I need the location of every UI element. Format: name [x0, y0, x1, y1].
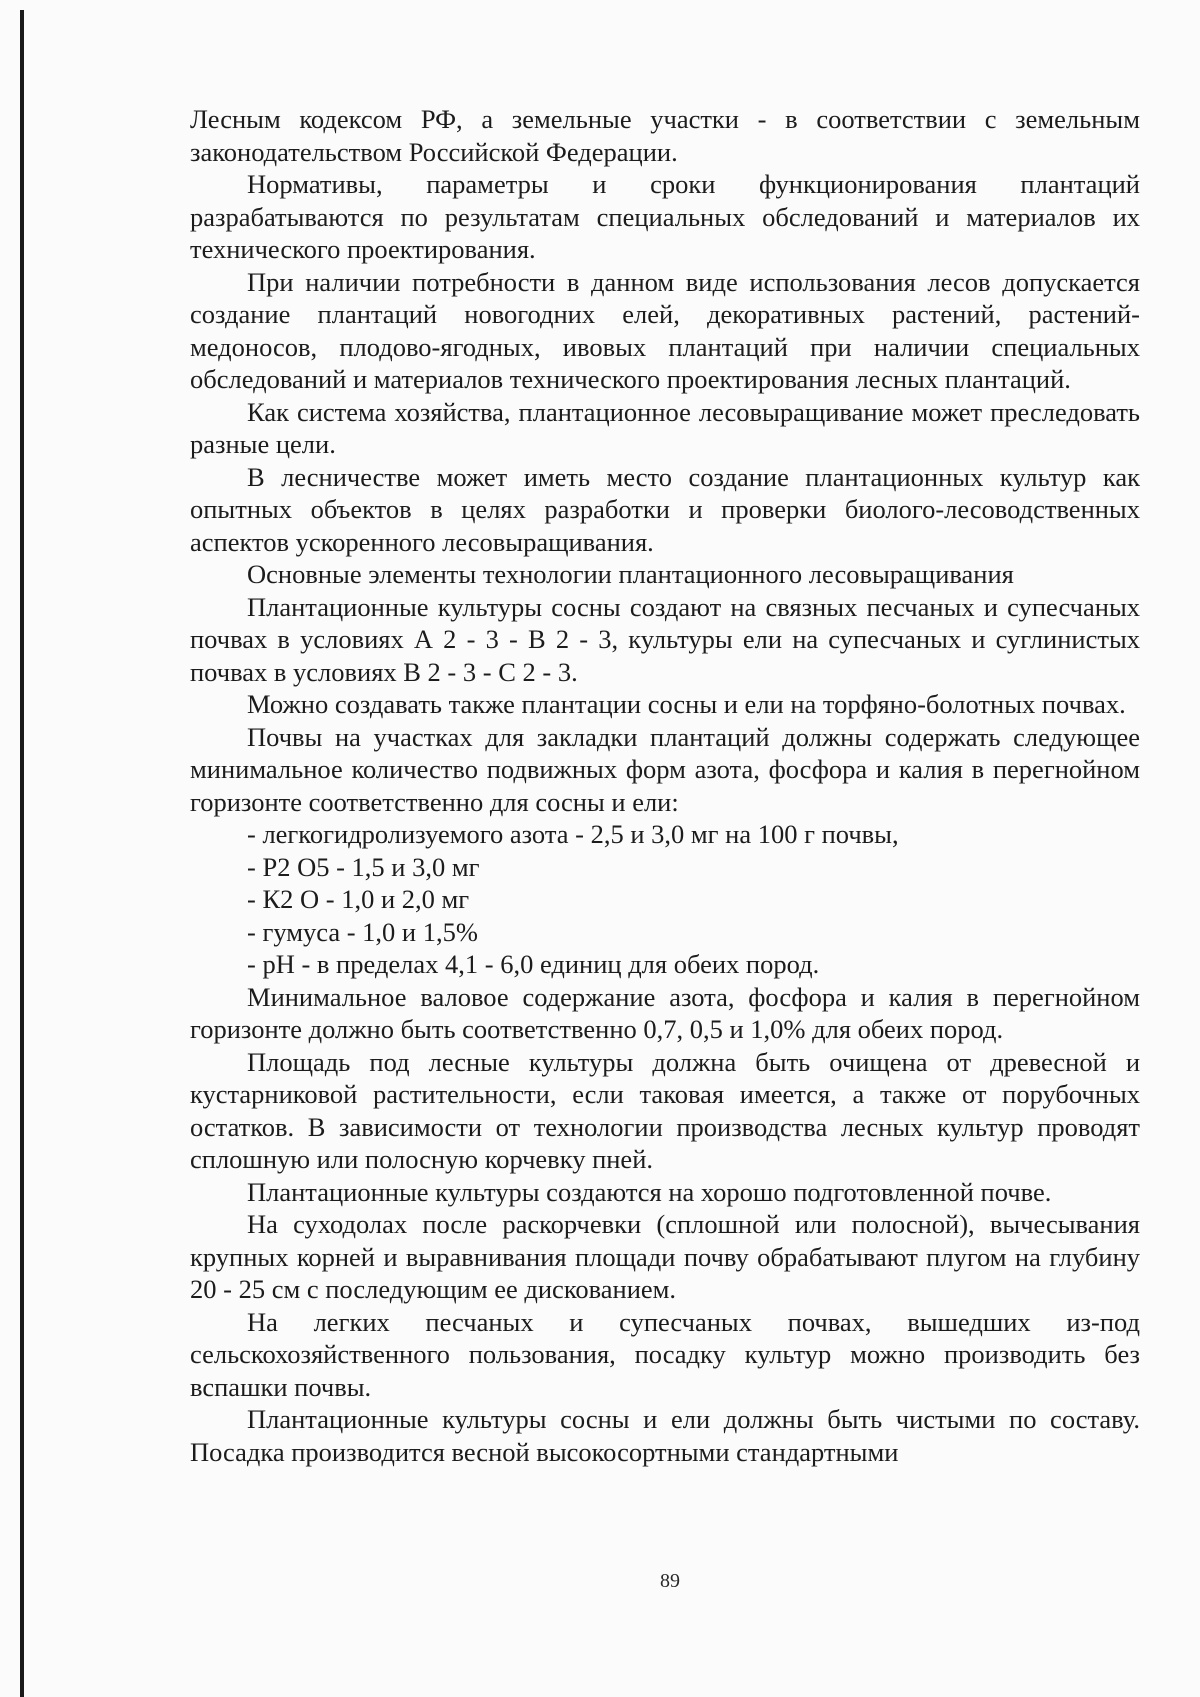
list-item: - гумуса - 1,0 и 1,5%	[247, 916, 478, 947]
paragraph: Плантационные культуры сосны создают на связных песчаных и супесчаных почвах в условиях А 2 - 3 - В 2 - 3, культуры ели на супесчаных и суглинистых почвах в условиях В 2 - 3 - С 2 - 3.	[190, 591, 1140, 687]
paragraph: Как система хозяйства, плантационное лесовыращивание может преследовать разные цели.	[190, 396, 1140, 459]
paragraph: Площадь под лесные культуры должна быть очищена от древесной и кустарниковой растительности, если таковая имеется, а также от порубочных остатков. В зависимости от технологии производства лесных культур проводят сплошную или полосную корчевку пней.	[190, 1046, 1140, 1174]
paragraph: Плантационные культуры создаются на хорошо подготовленной почве.	[247, 1176, 1052, 1207]
section-heading: Основные элементы технологии плантационного лесовыращивания	[247, 559, 1014, 589]
paragraph: Лесным кодексом РФ, а земельные участки - в соответствии с земельным законодательством Российской Федерации.	[190, 104, 1140, 167]
paragraph: В лесничестве может иметь место создание плантационных культур как опытных объектов в целях разработки и проверки биолого-лесоводственных аспектов ускоренного лесовыращивания.	[190, 461, 1140, 557]
scan-edge-line	[20, 10, 24, 1697]
page-body	[190, 103, 1140, 1468]
list-item: - легкогидролизуемого азота - 2,5 и 3,0 мг на 100 г почвы,	[247, 819, 899, 849]
nutrient-list	[190, 818, 1140, 981]
paragraph: Нормативы, параметры и сроки функционирования плантаций разрабатываются по результатам специальных обследований и материалов их технического проектирования.	[190, 169, 1140, 264]
paragraph: Почвы на участках для закладки плантаций должны содержать следующее минимальное количество подвижных форм азота, фосфора и калия в перегнойном горизонте соответственно для сосны и ели:	[190, 721, 1140, 817]
paragraph: Минимальное валовое содержание азота, фосфора и калия в перегнойном горизонте должно быть соответственно 0,7, 0,5 и 1,0% для обеих пород.	[190, 981, 1140, 1044]
paragraph: На легких песчаных и супесчаных почвах, вышедших из-под сельскохозяйственного пользования, посадку культур можно производить без вспашки почвы.	[190, 1306, 1140, 1402]
list-item: - Р2 О5 - 1,5 и 3,0 мг	[247, 851, 480, 882]
list-item: - рН - в пределах 4,1 - 6,0 единиц для обеих пород.	[247, 949, 820, 979]
paragraph: Можно создавать также плантации сосны и ели на торфяно-болотных почвах.	[247, 689, 1126, 719]
list-item: - К2 О - 1,0 и 2,0 мг	[247, 884, 470, 914]
paragraph: Плантационные культуры сосны и ели должны быть чистыми по составу. Посадка производится весной высокосортными стандартными	[190, 1404, 1140, 1467]
page-number: 89	[660, 1570, 680, 1592]
paragraph: На суходолах после раскорчевки (сплошной или полосной), вычесывания крупных корней и выравнивания площади почву обрабатывают плугом на глубину 20 - 25 см с последующим ее дискованием.	[190, 1209, 1140, 1304]
paragraph: При наличии потребности в данном виде использования лесов допускается создание плантаций новогодних елей, декоративных растений, растений-медоносов, плодово-ягодных, ивовых плантаций при наличии специальных обследований и материалов технического проектирования лесных плантаций.	[190, 266, 1140, 394]
